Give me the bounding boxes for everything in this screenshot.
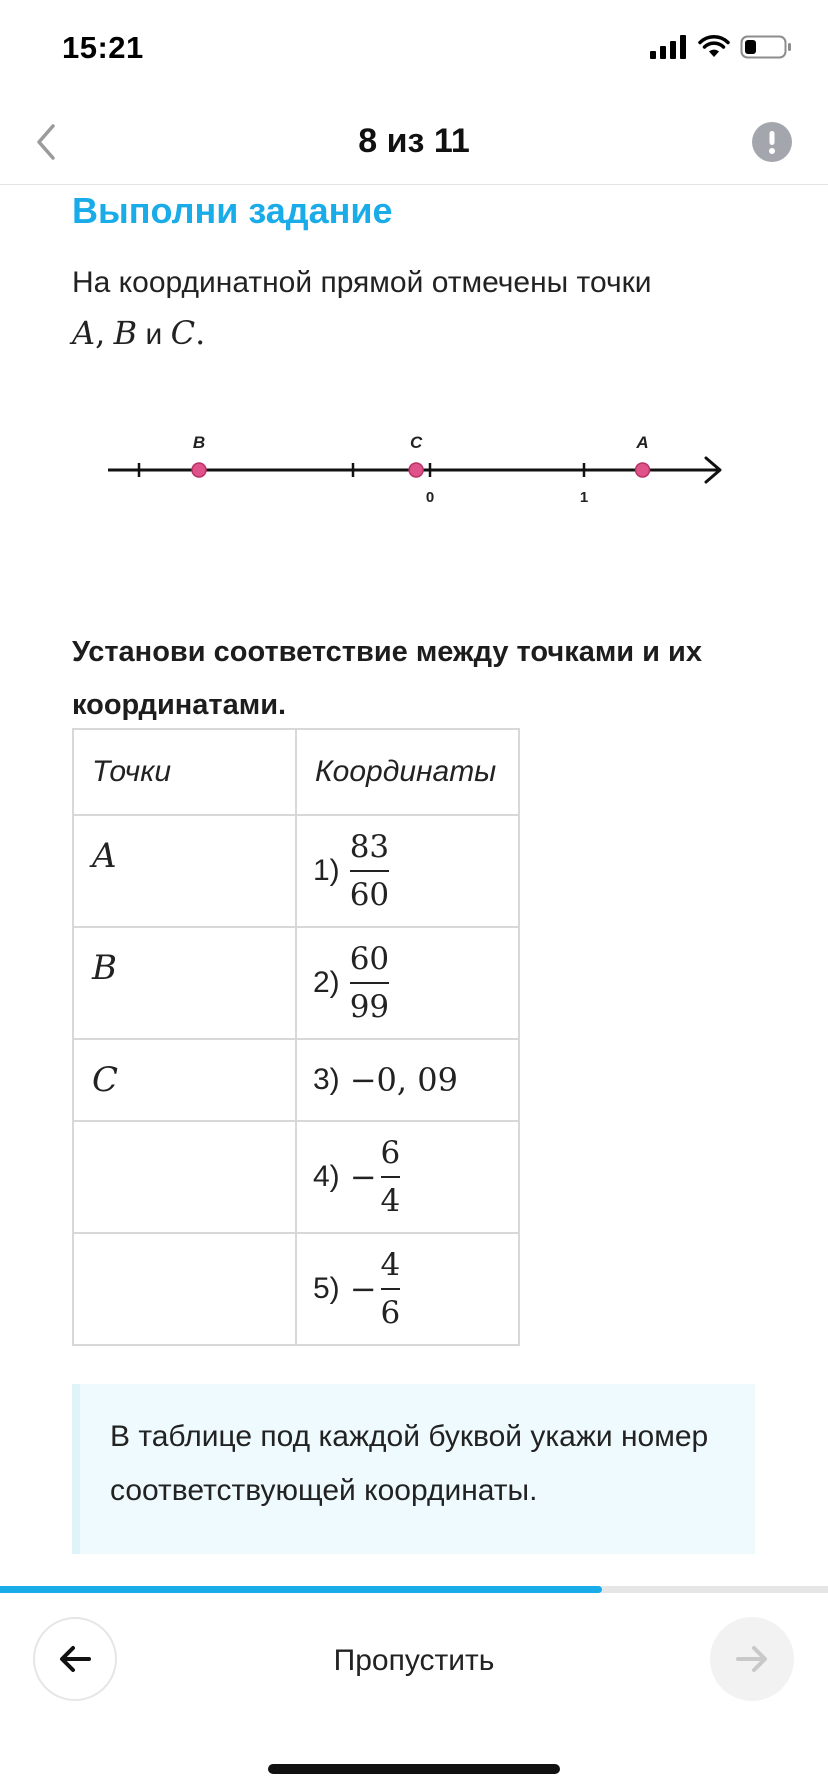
minus-sign: − bbox=[349, 1270, 377, 1308]
fraction-bar bbox=[381, 1288, 401, 1290]
progress-fill bbox=[0, 1586, 602, 1593]
battery-icon bbox=[740, 34, 792, 60]
point-letter: B bbox=[92, 948, 117, 988]
math-point-a: A bbox=[72, 314, 96, 352]
table-row bbox=[73, 927, 519, 1039]
minus-sign: − bbox=[349, 1158, 377, 1196]
math-comma: , bbox=[95, 314, 106, 352]
option-number: 3) bbox=[313, 1063, 340, 1096]
fraction-bar bbox=[350, 982, 389, 984]
math-point-b: B bbox=[113, 314, 138, 352]
point-letter: A bbox=[92, 836, 117, 876]
point-marker-c bbox=[409, 463, 423, 477]
header-points: Точки bbox=[73, 729, 296, 815]
point-marker-b bbox=[192, 463, 206, 477]
point-cell bbox=[73, 927, 296, 1039]
number-line bbox=[100, 420, 730, 520]
tick-label-0: 0 bbox=[425, 489, 435, 506]
point-label-b: B bbox=[192, 433, 206, 452]
denominator: 4 bbox=[380, 1183, 401, 1219]
option-number: 5) bbox=[313, 1272, 340, 1305]
task-content bbox=[72, 186, 762, 360]
option-number: 2) bbox=[313, 966, 340, 999]
tick-label-1: 1 bbox=[579, 489, 589, 506]
fraction bbox=[381, 1134, 401, 1220]
fraction bbox=[381, 1246, 401, 1332]
status-time: 15:21 bbox=[62, 30, 144, 65]
point-cell bbox=[73, 1039, 296, 1121]
denominator: 60 bbox=[349, 877, 390, 913]
fraction-bar bbox=[350, 870, 389, 872]
empty-point-cell bbox=[73, 1121, 296, 1233]
previous-button[interactable] bbox=[33, 1617, 117, 1701]
status-icons bbox=[650, 34, 792, 60]
task-text bbox=[72, 258, 762, 360]
signal-icon bbox=[650, 35, 688, 59]
empty-point-cell bbox=[73, 1233, 296, 1345]
wifi-icon bbox=[698, 35, 730, 59]
next-button[interactable] bbox=[710, 1617, 794, 1701]
coord-cell bbox=[296, 1121, 519, 1233]
progress-bar bbox=[0, 1586, 828, 1593]
info-button[interactable] bbox=[752, 122, 792, 162]
task-heading: Выполни задание bbox=[72, 190, 393, 231]
arrow-right-icon bbox=[735, 1645, 769, 1673]
point-letter: C bbox=[92, 1060, 119, 1100]
coord-option-5 bbox=[297, 1246, 518, 1332]
fraction-bar bbox=[381, 1176, 401, 1178]
coord-option-2 bbox=[297, 940, 518, 1026]
coord-option-4 bbox=[297, 1134, 518, 1220]
task-text-intro: На координатной прямой отмечены точки bbox=[72, 266, 652, 299]
page-title: 8 из 11 bbox=[358, 122, 470, 160]
coord-cell bbox=[296, 815, 519, 927]
arrow-left-icon bbox=[58, 1645, 92, 1673]
fraction bbox=[350, 940, 389, 1026]
decimal-value: −0, 09 bbox=[349, 1061, 458, 1099]
option-number: 4) bbox=[313, 1160, 340, 1193]
denominator: 99 bbox=[349, 989, 390, 1025]
math-period: . bbox=[195, 314, 206, 352]
hint-box: В таблице под каждой буквой укажи номер соответствующей координаты. bbox=[72, 1384, 755, 1554]
coord-cell bbox=[296, 1233, 519, 1345]
option-number: 1) bbox=[313, 854, 340, 887]
table-row bbox=[73, 1039, 519, 1121]
coord-cell bbox=[296, 1039, 519, 1121]
header-coords: Координаты bbox=[296, 729, 519, 815]
home-indicator bbox=[268, 1764, 560, 1774]
numerator: 6 bbox=[380, 1135, 401, 1171]
point-cell bbox=[73, 815, 296, 927]
matching-table bbox=[72, 728, 520, 1346]
skip-button[interactable]: Пропустить bbox=[333, 1644, 495, 1677]
table-header-row bbox=[73, 729, 519, 815]
coord-option-3 bbox=[297, 1061, 518, 1099]
coord-option-1 bbox=[297, 828, 518, 914]
table-row bbox=[73, 1121, 519, 1233]
math-conj: и bbox=[145, 318, 163, 351]
status-bar bbox=[0, 0, 828, 100]
point-label-a: A bbox=[636, 433, 649, 452]
table-row bbox=[73, 1233, 519, 1345]
instruction-text: Установи соответствие между точками и их координатами. bbox=[72, 636, 703, 721]
info-icon bbox=[752, 122, 792, 162]
fraction bbox=[350, 828, 389, 914]
point-label-c: C bbox=[409, 433, 423, 452]
navigation-bar bbox=[0, 100, 828, 185]
math-point-c: C bbox=[170, 314, 196, 352]
numerator: 83 bbox=[349, 829, 390, 865]
coord-cell bbox=[296, 927, 519, 1039]
denominator: 6 bbox=[380, 1295, 401, 1331]
numerator: 60 bbox=[349, 941, 390, 977]
numerator: 4 bbox=[380, 1247, 401, 1283]
table-row bbox=[73, 815, 519, 927]
point-marker-a bbox=[636, 463, 650, 477]
